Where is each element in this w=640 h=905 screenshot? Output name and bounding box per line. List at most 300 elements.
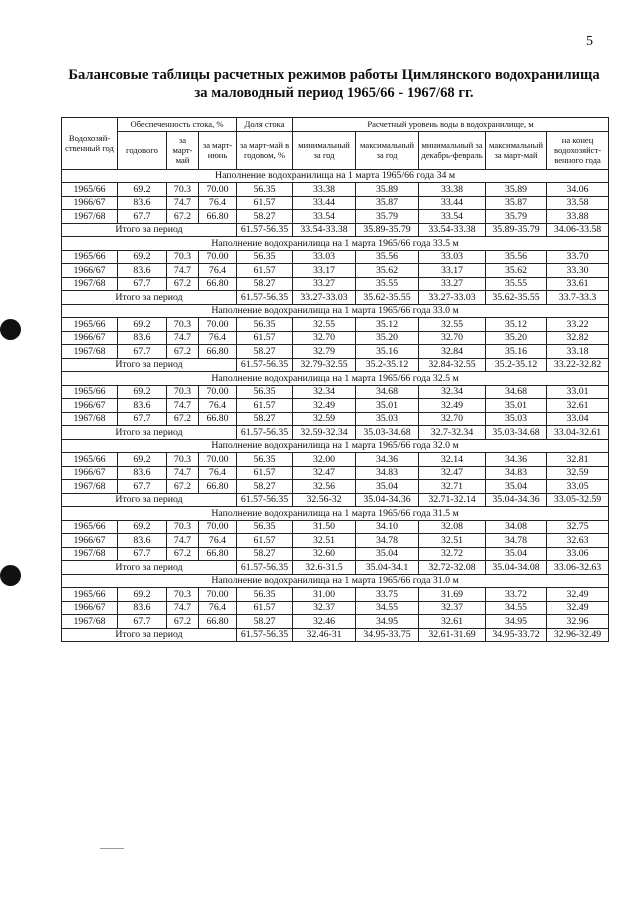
table-cell: 35.79 bbox=[486, 210, 547, 224]
table-cell: 67.7 bbox=[118, 547, 167, 561]
table-cell: 58.27 bbox=[237, 345, 293, 359]
table-cell: 32.70 bbox=[419, 331, 486, 345]
table-cell: 67.2 bbox=[167, 412, 199, 426]
table-cell: 33.03 bbox=[293, 250, 356, 264]
punch-hole bbox=[0, 319, 21, 340]
total-label: Итого за период bbox=[62, 493, 237, 507]
table-cell: 74.7 bbox=[167, 399, 199, 413]
table-cell: 67.2 bbox=[167, 615, 199, 629]
table-cell: 76.4 bbox=[199, 331, 237, 345]
table-cell: 35.55 bbox=[356, 277, 419, 291]
table-cell: 33.38 bbox=[293, 183, 356, 197]
table-row bbox=[62, 466, 609, 480]
table-cell: 35.20 bbox=[356, 331, 419, 345]
table-cell: 35.12 bbox=[486, 318, 547, 332]
total-cell: 32.6-31.5 bbox=[293, 561, 356, 575]
table-cell: 33.27 bbox=[419, 277, 486, 291]
table-cell: 33.58 bbox=[547, 196, 609, 210]
table-cell: 32.55 bbox=[293, 318, 356, 332]
table-cell: 32.79 bbox=[293, 345, 356, 359]
total-cell: 33.27-33.03 bbox=[419, 291, 486, 305]
table-cell: 32.59 bbox=[293, 412, 356, 426]
table-row bbox=[62, 210, 609, 224]
table-cell: 74.7 bbox=[167, 331, 199, 345]
total-cell: 35.89-35.79 bbox=[486, 223, 547, 237]
table-cell: 35.12 bbox=[356, 318, 419, 332]
header-level-min-decfeb: минимальный за декабрь-февраль bbox=[419, 131, 486, 169]
table-cell: 32.71 bbox=[419, 480, 486, 494]
header-supply-marmay: за март-май bbox=[167, 131, 199, 169]
table-cell: 35.89 bbox=[356, 183, 419, 197]
section-heading-row bbox=[62, 439, 609, 453]
total-cell: 61.57-56.35 bbox=[237, 223, 293, 237]
table-cell: 1965/66 bbox=[62, 250, 118, 264]
table-cell: 33.61 bbox=[547, 277, 609, 291]
table-cell: 74.7 bbox=[167, 466, 199, 480]
table-cell: 35.55 bbox=[486, 277, 547, 291]
table-cell: 69.2 bbox=[118, 318, 167, 332]
table-cell: 33.44 bbox=[419, 196, 486, 210]
table-cell: 32.34 bbox=[293, 385, 356, 399]
table-cell: 33.18 bbox=[547, 345, 609, 359]
table-cell: 1965/66 bbox=[62, 588, 118, 602]
table-cell: 34.55 bbox=[486, 601, 547, 615]
table-cell: 32.63 bbox=[547, 534, 609, 548]
table-cell: 76.4 bbox=[199, 264, 237, 278]
header-supply-annual: годового bbox=[118, 131, 167, 169]
total-cell: 35.04-34.08 bbox=[486, 561, 547, 575]
header-level-max-marmay: максимальный за март-май bbox=[486, 131, 547, 169]
section-heading-row bbox=[62, 169, 609, 183]
table-cell: 70.3 bbox=[167, 520, 199, 534]
table-cell: 32.49 bbox=[419, 399, 486, 413]
table-row bbox=[62, 277, 609, 291]
total-cell: 33.27-33.03 bbox=[293, 291, 356, 305]
table-row bbox=[62, 453, 609, 467]
table-cell: 32.51 bbox=[293, 534, 356, 548]
table-cell: 69.2 bbox=[118, 385, 167, 399]
table-row bbox=[62, 480, 609, 494]
table-cell: 32.47 bbox=[419, 466, 486, 480]
table-cell: 69.2 bbox=[118, 183, 167, 197]
table-cell: 76.4 bbox=[199, 601, 237, 615]
total-cell: 33.54-33.38 bbox=[419, 223, 486, 237]
total-row bbox=[62, 561, 609, 575]
table-cell: 70.3 bbox=[167, 453, 199, 467]
page-number: 5 bbox=[586, 34, 593, 49]
table-cell: 32.61 bbox=[419, 615, 486, 629]
table-cell: 66.80 bbox=[199, 412, 237, 426]
table-cell: 32.84 bbox=[419, 345, 486, 359]
table-cell: 66.80 bbox=[199, 210, 237, 224]
table-cell: 32.37 bbox=[419, 601, 486, 615]
table-cell: 66.80 bbox=[199, 277, 237, 291]
table-cell: 70.3 bbox=[167, 588, 199, 602]
table-cell: 35.01 bbox=[356, 399, 419, 413]
table-cell: 74.7 bbox=[167, 196, 199, 210]
total-row bbox=[62, 628, 609, 642]
section-heading-row bbox=[62, 574, 609, 588]
total-cell: 61.57-56.35 bbox=[237, 493, 293, 507]
total-cell: 35.03-34.68 bbox=[356, 426, 419, 440]
total-cell: 32.61-31.69 bbox=[419, 628, 486, 642]
table-cell: 34.78 bbox=[486, 534, 547, 548]
table-row bbox=[62, 331, 609, 345]
table-cell: 76.4 bbox=[199, 399, 237, 413]
table-row bbox=[62, 615, 609, 629]
table-cell: 32.61 bbox=[547, 399, 609, 413]
table-cell: 33.17 bbox=[293, 264, 356, 278]
section-heading-row bbox=[62, 304, 609, 318]
table-cell: 58.27 bbox=[237, 277, 293, 291]
table-cell: 56.35 bbox=[237, 250, 293, 264]
table-cell: 67.2 bbox=[167, 547, 199, 561]
total-label: Итого за период bbox=[62, 426, 237, 440]
table-cell: 1967/68 bbox=[62, 547, 118, 561]
section-heading-row bbox=[62, 507, 609, 521]
table-cell: 33.88 bbox=[547, 210, 609, 224]
table-cell: 35.62 bbox=[356, 264, 419, 278]
table-row bbox=[62, 264, 609, 278]
table-cell: 74.7 bbox=[167, 264, 199, 278]
total-cell: 33.05-32.59 bbox=[547, 493, 609, 507]
table-row bbox=[62, 601, 609, 615]
table-cell: 32.55 bbox=[419, 318, 486, 332]
table-cell: 56.35 bbox=[237, 183, 293, 197]
table-row bbox=[62, 588, 609, 602]
scan-mark bbox=[100, 848, 124, 849]
table-cell: 56.35 bbox=[237, 588, 293, 602]
table-cell: 33.70 bbox=[547, 250, 609, 264]
table-cell: 35.16 bbox=[356, 345, 419, 359]
table-cell: 56.35 bbox=[237, 453, 293, 467]
table-cell: 32.72 bbox=[419, 547, 486, 561]
table-cell: 66.80 bbox=[199, 345, 237, 359]
table-cell: 1966/67 bbox=[62, 534, 118, 548]
table-cell: 74.7 bbox=[167, 534, 199, 548]
total-cell: 33.04-32.61 bbox=[547, 426, 609, 440]
page-title bbox=[60, 66, 608, 102]
table-cell: 69.2 bbox=[118, 588, 167, 602]
table-row bbox=[62, 385, 609, 399]
total-cell: 32.84-32.55 bbox=[419, 358, 486, 372]
table-cell: 34.36 bbox=[486, 453, 547, 467]
total-cell: 35.89-35.79 bbox=[356, 223, 419, 237]
table-cell: 61.57 bbox=[237, 466, 293, 480]
punch-hole bbox=[0, 565, 21, 586]
table-cell: 32.49 bbox=[547, 588, 609, 602]
section-heading-row bbox=[62, 372, 609, 386]
table-cell: 32.60 bbox=[293, 547, 356, 561]
table-cell: 35.87 bbox=[356, 196, 419, 210]
section-heading-row bbox=[62, 237, 609, 251]
total-cell: 35.04-34.36 bbox=[486, 493, 547, 507]
total-label: Итого за период bbox=[62, 223, 237, 237]
table-cell: 70.3 bbox=[167, 183, 199, 197]
total-row bbox=[62, 493, 609, 507]
table-cell: 61.57 bbox=[237, 534, 293, 548]
total-cell: 33.22-32.82 bbox=[547, 358, 609, 372]
table-cell: 34.06 bbox=[547, 183, 609, 197]
table-cell: 33.72 bbox=[486, 588, 547, 602]
total-cell: 32.56-32 bbox=[293, 493, 356, 507]
total-cell: 35.04-34.36 bbox=[356, 493, 419, 507]
table-cell: 1966/67 bbox=[62, 264, 118, 278]
table-cell: 67.7 bbox=[118, 345, 167, 359]
table-cell: 56.35 bbox=[237, 318, 293, 332]
table-cell: 67.2 bbox=[167, 480, 199, 494]
table-cell: 67.7 bbox=[118, 277, 167, 291]
section-heading: Наполнение водохранилища на 1 марта 1965/66 года 32.0 м bbox=[62, 439, 609, 453]
total-cell: 32.96-32.49 bbox=[547, 628, 609, 642]
section-heading: Наполнение водохранилища на 1 марта 1965/66 года 31.5 м bbox=[62, 507, 609, 521]
table-row bbox=[62, 318, 609, 332]
table-cell: 67.7 bbox=[118, 615, 167, 629]
total-cell: 34.95-33.75 bbox=[356, 628, 419, 642]
table-cell: 32.37 bbox=[293, 601, 356, 615]
table-cell: 61.57 bbox=[237, 399, 293, 413]
total-cell: 32.71-32.14 bbox=[419, 493, 486, 507]
table-cell: 32.81 bbox=[547, 453, 609, 467]
table-cell: 1966/67 bbox=[62, 399, 118, 413]
table-cell: 33.05 bbox=[547, 480, 609, 494]
table-cell: 58.27 bbox=[237, 412, 293, 426]
table-row bbox=[62, 399, 609, 413]
header-year: Водохозяй-ственный год bbox=[62, 118, 118, 170]
table-cell: 33.04 bbox=[547, 412, 609, 426]
table-cell: 1966/67 bbox=[62, 601, 118, 615]
table-cell: 35.03 bbox=[356, 412, 419, 426]
table-cell: 32.82 bbox=[547, 331, 609, 345]
table-cell: 32.34 bbox=[419, 385, 486, 399]
total-cell: 61.57-56.35 bbox=[237, 291, 293, 305]
total-label: Итого за период bbox=[62, 628, 237, 642]
table-cell: 70.00 bbox=[199, 385, 237, 399]
table-cell: 32.00 bbox=[293, 453, 356, 467]
header-share-group: Доля стока bbox=[237, 118, 293, 132]
table-cell: 70.3 bbox=[167, 250, 199, 264]
table-cell: 58.27 bbox=[237, 547, 293, 561]
table-cell: 76.4 bbox=[199, 534, 237, 548]
table-cell: 32.70 bbox=[293, 331, 356, 345]
table-cell: 70.3 bbox=[167, 385, 199, 399]
table-cell: 70.00 bbox=[199, 588, 237, 602]
table-cell: 1965/66 bbox=[62, 453, 118, 467]
table-cell: 67.7 bbox=[118, 210, 167, 224]
table-cell: 34.83 bbox=[356, 466, 419, 480]
title-line-1: Балансовые таблицы расчетных режимов работы Цимлянского водохранилища bbox=[68, 67, 600, 83]
total-cell: 34.06-33.58 bbox=[547, 223, 609, 237]
table-cell: 67.2 bbox=[167, 277, 199, 291]
table-cell: 56.35 bbox=[237, 520, 293, 534]
total-cell: 32.46-31 bbox=[293, 628, 356, 642]
table-cell: 35.62 bbox=[486, 264, 547, 278]
table-cell: 32.51 bbox=[419, 534, 486, 548]
table-cell: 33.30 bbox=[547, 264, 609, 278]
total-cell: 32.59-32.34 bbox=[293, 426, 356, 440]
table-cell: 33.54 bbox=[419, 210, 486, 224]
header-level-min-year: минимальный за год bbox=[293, 131, 356, 169]
table-cell: 31.50 bbox=[293, 520, 356, 534]
total-cell: 34.95-33.72 bbox=[486, 628, 547, 642]
section-heading: Наполнение водохранилища на 1 марта 1965/66 года 33.0 м bbox=[62, 304, 609, 318]
table-cell: 32.96 bbox=[547, 615, 609, 629]
table-cell: 34.68 bbox=[356, 385, 419, 399]
total-cell: 32.7-32.34 bbox=[419, 426, 486, 440]
table-cell: 70.00 bbox=[199, 183, 237, 197]
table-cell: 76.4 bbox=[199, 196, 237, 210]
table-cell: 33.44 bbox=[293, 196, 356, 210]
table-cell: 83.6 bbox=[118, 534, 167, 548]
table-cell: 35.79 bbox=[356, 210, 419, 224]
table-row bbox=[62, 534, 609, 548]
table-cell: 32.70 bbox=[419, 412, 486, 426]
table-cell: 34.68 bbox=[486, 385, 547, 399]
table-cell: 35.04 bbox=[356, 480, 419, 494]
table-cell: 61.57 bbox=[237, 601, 293, 615]
table-cell: 32.46 bbox=[293, 615, 356, 629]
table-cell: 32.56 bbox=[293, 480, 356, 494]
table-cell: 33.54 bbox=[293, 210, 356, 224]
table-cell: 69.2 bbox=[118, 453, 167, 467]
table-cell: 33.03 bbox=[419, 250, 486, 264]
table-cell: 70.00 bbox=[199, 520, 237, 534]
table-cell: 83.6 bbox=[118, 466, 167, 480]
total-cell: 35.62-35.55 bbox=[486, 291, 547, 305]
table-cell: 35.87 bbox=[486, 196, 547, 210]
table-row bbox=[62, 520, 609, 534]
table-cell: 83.6 bbox=[118, 196, 167, 210]
table-cell: 83.6 bbox=[118, 264, 167, 278]
balance-table bbox=[61, 117, 609, 642]
table-cell: 34.36 bbox=[356, 453, 419, 467]
table-cell: 32.08 bbox=[419, 520, 486, 534]
table-cell: 33.75 bbox=[356, 588, 419, 602]
header-level-end-year: на конец водохозяйст-венного года bbox=[547, 131, 609, 169]
table-cell: 35.03 bbox=[486, 412, 547, 426]
section-heading: Наполнение водохранилища на 1 марта 1965/66 года 32.5 м bbox=[62, 372, 609, 386]
table-cell: 35.16 bbox=[486, 345, 547, 359]
table-cell: 33.17 bbox=[419, 264, 486, 278]
table-cell: 70.00 bbox=[199, 250, 237, 264]
table-cell: 34.83 bbox=[486, 466, 547, 480]
table-row bbox=[62, 250, 609, 264]
title-line-2: за маловодный период 1965/66 - 1967/68 гг. bbox=[194, 85, 474, 101]
total-cell: 35.2-35.12 bbox=[356, 358, 419, 372]
table-cell: 33.27 bbox=[293, 277, 356, 291]
table-cell: 34.78 bbox=[356, 534, 419, 548]
table-cell: 34.95 bbox=[486, 615, 547, 629]
table-cell: 67.7 bbox=[118, 480, 167, 494]
table-cell: 1967/68 bbox=[62, 480, 118, 494]
table-cell: 61.57 bbox=[237, 331, 293, 345]
table-cell: 61.57 bbox=[237, 264, 293, 278]
table-cell: 1965/66 bbox=[62, 183, 118, 197]
total-label: Итого за период bbox=[62, 291, 237, 305]
table-cell: 56.35 bbox=[237, 385, 293, 399]
table-row bbox=[62, 196, 609, 210]
table-cell: 1967/68 bbox=[62, 345, 118, 359]
total-row bbox=[62, 291, 609, 305]
header-supply-marjun: за март-июнь bbox=[199, 131, 237, 169]
total-cell: 32.72-32.08 bbox=[419, 561, 486, 575]
table-cell: 35.01 bbox=[486, 399, 547, 413]
table-cell: 32.49 bbox=[293, 399, 356, 413]
section-heading: Наполнение водохранилища на 1 марта 1965/66 года 31.0 м bbox=[62, 574, 609, 588]
table-cell: 83.6 bbox=[118, 601, 167, 615]
table-cell: 66.80 bbox=[199, 547, 237, 561]
table-cell: 34.95 bbox=[356, 615, 419, 629]
table-cell: 70.3 bbox=[167, 318, 199, 332]
table-cell: 33.38 bbox=[419, 183, 486, 197]
total-cell: 35.2-35.12 bbox=[486, 358, 547, 372]
table-cell: 32.14 bbox=[419, 453, 486, 467]
table-cell: 70.00 bbox=[199, 318, 237, 332]
table-cell: 1967/68 bbox=[62, 210, 118, 224]
table-cell: 83.6 bbox=[118, 331, 167, 345]
table-cell: 35.04 bbox=[486, 480, 547, 494]
header-share-marmay: за март-май в годовом, % bbox=[237, 131, 293, 169]
table-cell: 67.2 bbox=[167, 210, 199, 224]
total-cell: 35.62-35.55 bbox=[356, 291, 419, 305]
table-cell: 58.27 bbox=[237, 210, 293, 224]
total-cell: 61.57-56.35 bbox=[237, 628, 293, 642]
table-cell: 35.56 bbox=[486, 250, 547, 264]
total-cell: 61.57-56.35 bbox=[237, 358, 293, 372]
table-cell: 35.04 bbox=[486, 547, 547, 561]
table-cell: 1967/68 bbox=[62, 412, 118, 426]
table-cell: 35.04 bbox=[356, 547, 419, 561]
table-cell: 33.06 bbox=[547, 547, 609, 561]
table-cell: 1966/67 bbox=[62, 331, 118, 345]
table-cell: 35.56 bbox=[356, 250, 419, 264]
table-cell: 83.6 bbox=[118, 399, 167, 413]
table-cell: 32.75 bbox=[547, 520, 609, 534]
table-cell: 32.47 bbox=[293, 466, 356, 480]
table-cell: 34.55 bbox=[356, 601, 419, 615]
table-cell: 67.2 bbox=[167, 345, 199, 359]
table-cell: 33.22 bbox=[547, 318, 609, 332]
table-cell: 1965/66 bbox=[62, 318, 118, 332]
table-cell: 58.27 bbox=[237, 615, 293, 629]
table-row bbox=[62, 547, 609, 561]
table-cell: 76.4 bbox=[199, 466, 237, 480]
table-row bbox=[62, 183, 609, 197]
table-cell: 35.20 bbox=[486, 331, 547, 345]
table-cell: 33.01 bbox=[547, 385, 609, 399]
total-cell: 61.57-56.35 bbox=[237, 561, 293, 575]
table-cell: 69.2 bbox=[118, 250, 167, 264]
total-cell: 35.04-34.1 bbox=[356, 561, 419, 575]
table-cell: 74.7 bbox=[167, 601, 199, 615]
total-label: Итого за период bbox=[62, 358, 237, 372]
table-cell: 61.57 bbox=[237, 196, 293, 210]
total-row bbox=[62, 426, 609, 440]
total-label: Итого за период bbox=[62, 561, 237, 575]
table-cell: 66.80 bbox=[199, 480, 237, 494]
table-cell: 32.59 bbox=[547, 466, 609, 480]
table-cell: 34.08 bbox=[486, 520, 547, 534]
total-cell: 61.57-56.35 bbox=[237, 426, 293, 440]
total-cell: 33.54-33.38 bbox=[293, 223, 356, 237]
table-cell: 35.89 bbox=[486, 183, 547, 197]
section-heading: Наполнение водохранилища на 1 марта 1965/66 года 33.5 м bbox=[62, 237, 609, 251]
table-cell: 1967/68 bbox=[62, 277, 118, 291]
total-cell: 32.79-32.55 bbox=[293, 358, 356, 372]
table-cell: 69.2 bbox=[118, 520, 167, 534]
total-cell: 33.7-33.3 bbox=[547, 291, 609, 305]
table-cell: 31.00 bbox=[293, 588, 356, 602]
